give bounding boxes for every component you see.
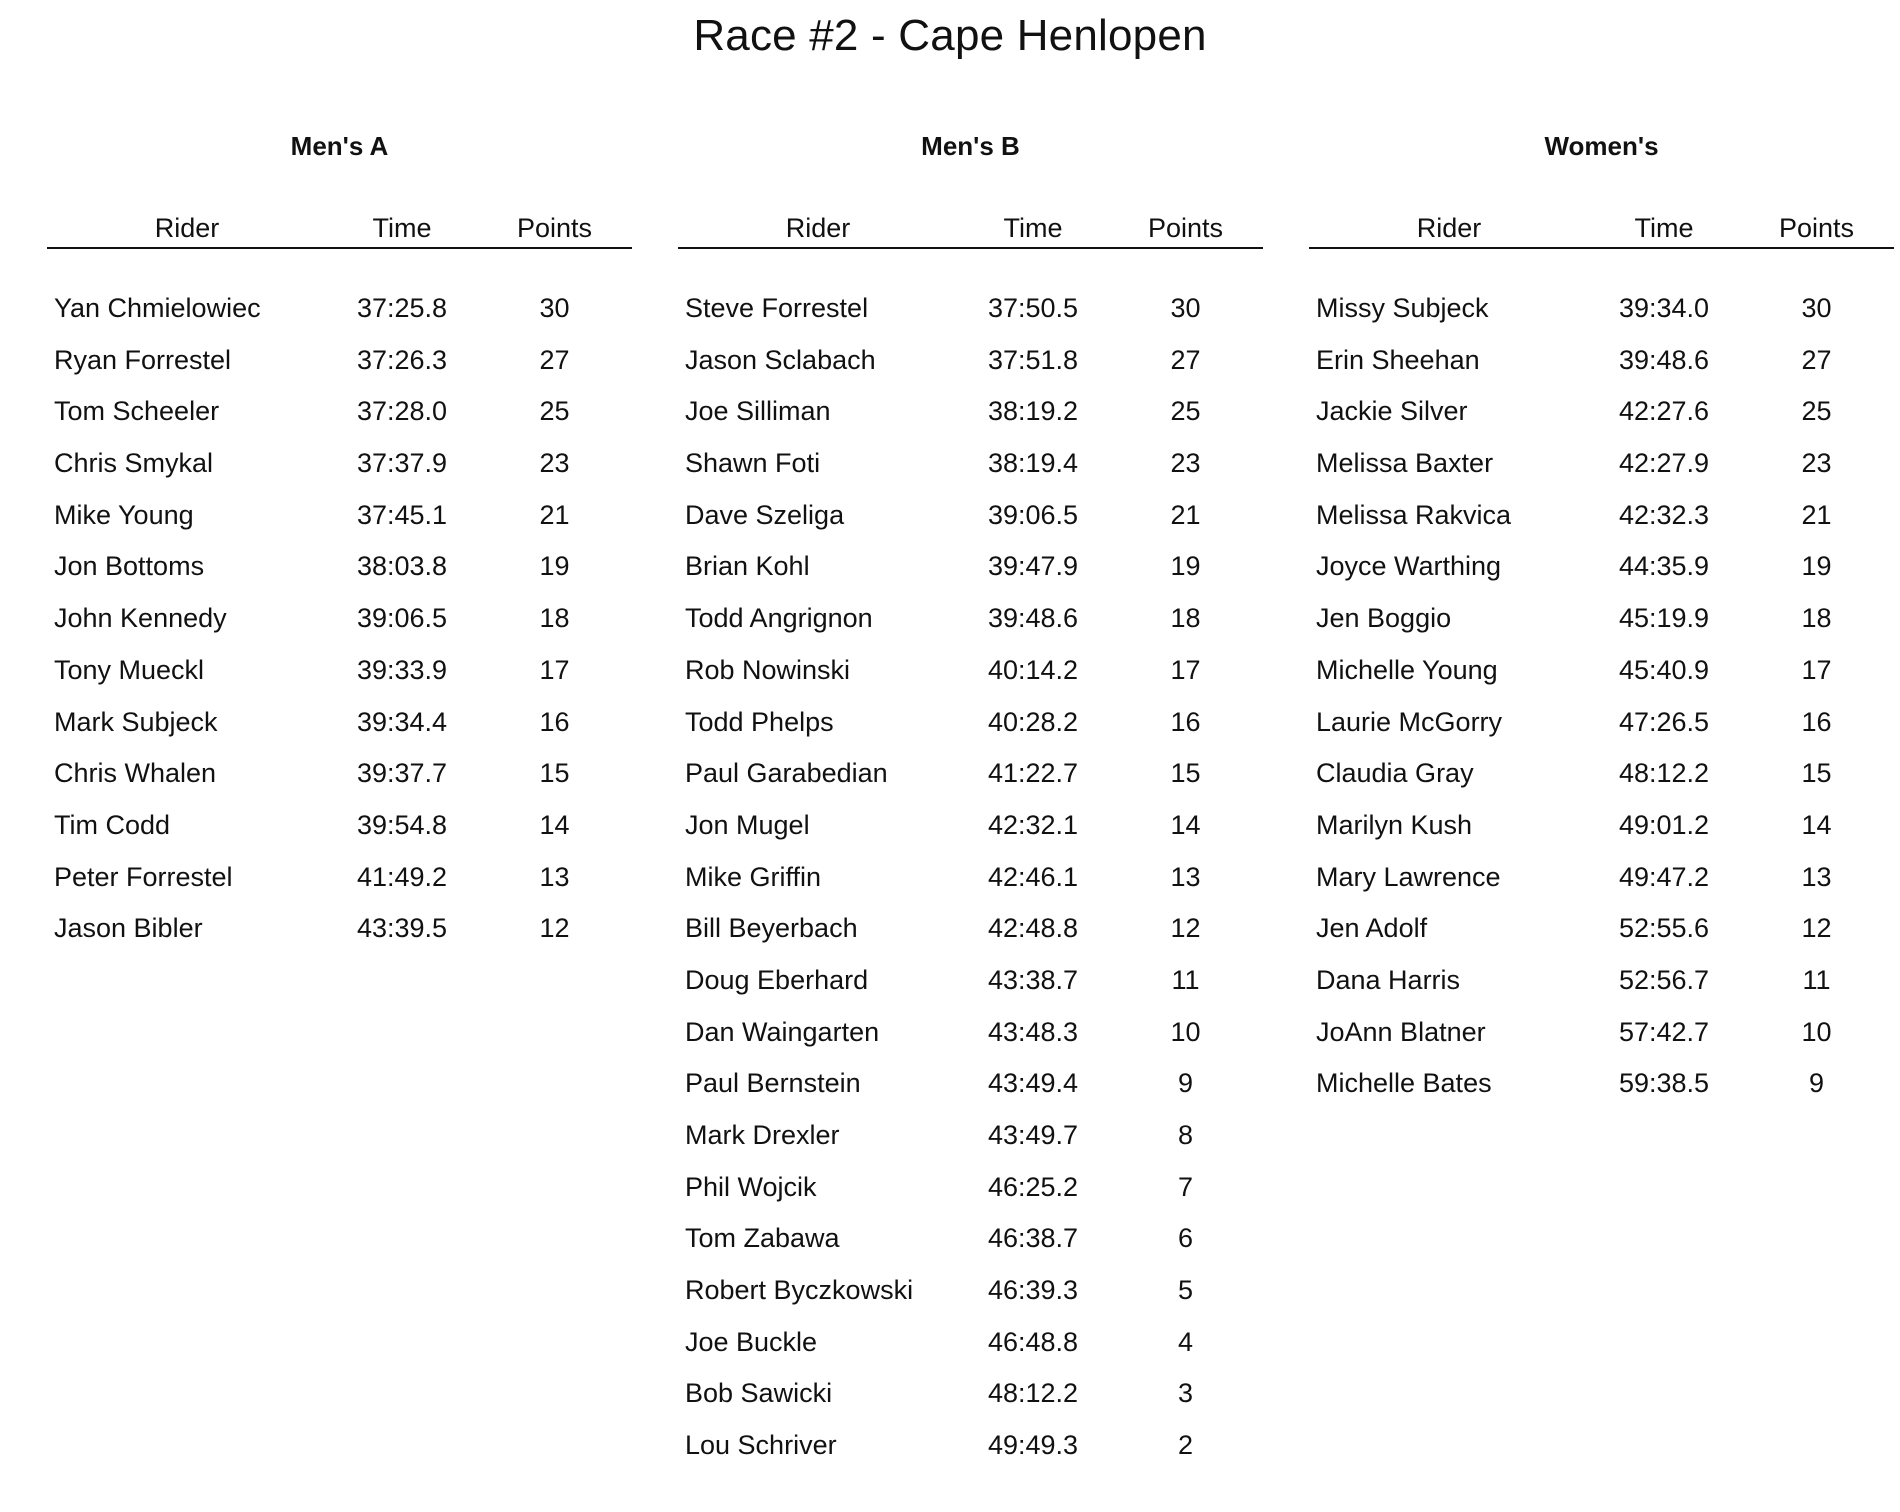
rider-name: Jackie Silver	[1316, 396, 1468, 427]
table-row	[678, 704, 1263, 756]
table-row	[1309, 393, 1894, 445]
finish-time: 57:42.7	[1618, 1016, 1710, 1047]
finish-time: 37:28.0	[356, 396, 448, 427]
results-header-row	[1309, 211, 1894, 249]
finish-time: 41:49.2	[356, 861, 448, 892]
finish-time: 37:50.5	[987, 293, 1079, 323]
table-row	[1309, 652, 1894, 704]
rider-name: Dave Szeliga	[685, 499, 845, 530]
table-row	[1309, 290, 1894, 342]
finish-time: 52:55.6	[1618, 913, 1710, 944]
rider-name: Todd Phelps	[685, 706, 834, 737]
points-value: 30	[539, 293, 570, 323]
finish-time: 49:01.2	[1618, 809, 1710, 840]
points-value: 21	[1170, 499, 1201, 530]
rider-name: Mike Young	[54, 499, 194, 530]
finish-time: 42:32.1	[987, 809, 1079, 840]
table-row	[678, 1324, 1263, 1376]
rider-name: Jen Adolf	[1316, 913, 1428, 944]
points-value: 19	[1801, 551, 1832, 582]
finish-time: 39:33.9	[356, 654, 448, 685]
table-row	[1309, 704, 1894, 756]
finish-time: 39:06.5	[987, 499, 1079, 530]
finish-time: 39:48.6	[987, 603, 1079, 634]
table-row	[678, 290, 1263, 342]
table-row	[47, 548, 632, 600]
points-value: 17	[539, 654, 570, 685]
finish-time: 39:48.6	[1618, 344, 1710, 375]
points-value: 23	[1801, 448, 1832, 479]
points-value: 4	[1177, 1326, 1194, 1357]
table-row	[1309, 755, 1894, 807]
points-value: 12	[1170, 913, 1201, 944]
points-value: 23	[539, 448, 570, 479]
points-value: 5	[1177, 1275, 1194, 1306]
table-row	[47, 600, 632, 652]
finish-time: 45:19.9	[1618, 603, 1710, 634]
rider-name: JoAnn Blatner	[1316, 1016, 1486, 1047]
table-row	[47, 859, 632, 911]
points-value: 25	[1170, 396, 1201, 427]
time-column-header: Time	[1003, 213, 1063, 243]
points-value: 16	[1801, 706, 1832, 737]
points-value: 23	[1170, 448, 1201, 479]
table-row	[47, 290, 632, 342]
rider-name: Jen Boggio	[1316, 603, 1452, 634]
rider-name: Michelle Bates	[1316, 1068, 1492, 1099]
rider-name: Tim Codd	[54, 809, 171, 840]
points-column-header: Points	[516, 213, 593, 243]
rider-name: Todd Angrignon	[685, 603, 873, 634]
rider-name: Laurie McGorry	[1316, 706, 1503, 737]
points-value: 11	[1802, 964, 1831, 995]
table-row	[678, 342, 1263, 394]
finish-time: 39:54.8	[356, 809, 448, 840]
rider-name: Michelle Young	[1316, 654, 1498, 685]
rider-name: Jon Mugel	[685, 809, 810, 840]
points-value: 18	[1170, 603, 1201, 634]
finish-time: 39:06.5	[356, 603, 448, 634]
rider-name: Shawn Foti	[685, 448, 821, 479]
rider-name: Chris Whalen	[54, 758, 217, 789]
rider-name: Melissa Baxter	[1316, 448, 1494, 479]
points-value: 2	[1177, 1430, 1194, 1461]
rider-name: Robert Byczkowski	[685, 1275, 914, 1306]
table-row	[678, 445, 1263, 497]
finish-time: 46:25.2	[987, 1171, 1079, 1202]
rider-name: Melissa Rakvica	[1316, 499, 1512, 530]
points-value: 3	[1177, 1378, 1194, 1409]
rider-name: Mary Lawrence	[1316, 861, 1501, 892]
table-row	[1309, 445, 1894, 497]
rider-name: Mike Griffin	[685, 861, 822, 892]
table-row	[678, 1220, 1263, 1272]
rider-name: Doug Eberhard	[685, 964, 869, 995]
time-column-header: Time	[1634, 213, 1694, 243]
points-value: 27	[539, 344, 570, 375]
finish-time: 46:48.8	[987, 1326, 1079, 1357]
rider-name: Steve Forrestel	[685, 293, 869, 323]
points-value: 15	[1801, 758, 1832, 789]
rider-name: Erin Sheehan	[1316, 344, 1480, 375]
table-row	[47, 652, 632, 704]
table-row	[1309, 342, 1894, 394]
rider-name: John Kennedy	[54, 603, 227, 634]
table-row	[678, 1427, 1263, 1479]
page-title: Race #2 - Cape Henlopen	[693, 11, 1207, 60]
table-row	[1309, 1065, 1894, 1117]
table-row	[678, 1065, 1263, 1117]
rider-name: Dan Waingarten	[685, 1016, 880, 1047]
finish-time: 45:40.9	[1618, 654, 1710, 685]
division-title: Men's B	[921, 131, 1020, 161]
finish-time: 38:03.8	[356, 551, 448, 582]
rider-name: Joyce Warthing	[1316, 551, 1502, 582]
table-row	[1309, 807, 1894, 859]
rider-name: Ryan Forrestel	[54, 344, 232, 375]
rider-name: Paul Bernstein	[685, 1068, 861, 1099]
table-row	[678, 807, 1263, 859]
finish-time: 37:37.9	[356, 448, 448, 479]
finish-time: 42:27.6	[1618, 396, 1710, 427]
points-value: 15	[1170, 758, 1201, 789]
points-value: 27	[1801, 344, 1832, 375]
rider-name: Mark Drexler	[685, 1120, 840, 1150]
rider-name: Joe Buckle	[685, 1326, 818, 1357]
table-row	[678, 497, 1263, 549]
points-value: 13	[1801, 861, 1832, 892]
points-value: 13	[539, 861, 570, 892]
rider-name: Dana Harris	[1316, 964, 1461, 995]
finish-time: 49:47.2	[1618, 861, 1710, 892]
finish-time: 39:34.0	[1618, 293, 1710, 323]
table-row	[47, 807, 632, 859]
points-value: 18	[539, 603, 570, 634]
points-value: 16	[1170, 706, 1201, 737]
table-row	[678, 1014, 1263, 1066]
rider-name: Jason Sclabach	[685, 344, 876, 375]
rider-column-header: Rider	[785, 213, 851, 243]
points-value: 8	[1177, 1120, 1194, 1150]
rider-name: Chris Smykal	[54, 448, 214, 479]
division-title: Women's	[1544, 131, 1659, 161]
finish-time: 49:49.3	[987, 1430, 1079, 1461]
table-row	[678, 1169, 1263, 1221]
rider-name: Paul Garabedian	[685, 758, 888, 789]
table-row	[47, 445, 632, 497]
finish-time: 47:26.5	[1618, 706, 1710, 737]
finish-time: 39:34.4	[356, 706, 448, 737]
rider-name: Lou Schriver	[685, 1430, 837, 1461]
table-row	[678, 859, 1263, 911]
rider-name: Phil Wojcik	[685, 1171, 817, 1202]
table-row	[678, 600, 1263, 652]
finish-time: 37:51.8	[987, 344, 1079, 375]
finish-time: 43:48.3	[987, 1016, 1079, 1047]
rider-name: Peter Forrestel	[54, 861, 233, 892]
rider-column-header: Rider	[154, 213, 220, 243]
table-row	[678, 1375, 1263, 1427]
table-row	[47, 704, 632, 756]
rider-name: Yan Chmielowiec	[54, 293, 261, 323]
finish-time: 40:28.2	[987, 706, 1079, 737]
rider-name: Bill Beyerbach	[685, 913, 858, 944]
finish-time: 39:37.7	[356, 758, 448, 789]
points-value: 15	[539, 758, 570, 789]
finish-time: 59:38.5	[1618, 1068, 1710, 1099]
table-row	[1309, 1014, 1894, 1066]
results-header-row	[678, 211, 1263, 249]
points-column-header: Points	[1147, 213, 1224, 243]
finish-time: 52:56.7	[1618, 964, 1710, 995]
points-value: 21	[1801, 499, 1832, 530]
table-row	[678, 548, 1263, 600]
time-column-header: Time	[372, 213, 432, 243]
rider-name: Tom Scheeler	[54, 396, 220, 427]
table-row	[47, 755, 632, 807]
rider-name: Jon Bottoms	[54, 551, 205, 582]
table-row	[678, 755, 1263, 807]
points-value: 27	[1170, 344, 1201, 375]
points-value: 14	[1170, 809, 1201, 840]
points-value: 30	[1170, 293, 1201, 323]
table-row	[47, 497, 632, 549]
table-row	[47, 342, 632, 394]
table-row	[1309, 600, 1894, 652]
finish-time: 42:46.1	[987, 861, 1079, 892]
points-value: 17	[1801, 654, 1832, 685]
points-value: 11	[1171, 964, 1200, 995]
points-value: 17	[1170, 654, 1201, 685]
finish-time: 42:48.8	[987, 913, 1079, 944]
rider-name: Marilyn Kush	[1316, 809, 1473, 840]
points-value: 13	[1170, 861, 1201, 892]
results-table-body	[678, 290, 1263, 1479]
table-row	[678, 962, 1263, 1014]
points-value: 6	[1177, 1223, 1194, 1254]
points-value: 12	[539, 913, 570, 944]
table-row	[678, 1117, 1263, 1169]
finish-time: 40:14.2	[987, 654, 1079, 685]
finish-time: 43:49.7	[987, 1120, 1079, 1150]
rider-name: Rob Nowinski	[685, 654, 851, 685]
points-value: 19	[1170, 551, 1201, 582]
results-header-row	[47, 211, 632, 249]
finish-time: 43:38.7	[987, 964, 1079, 995]
points-value: 25	[1801, 396, 1832, 427]
finish-time: 46:39.3	[987, 1275, 1079, 1306]
rider-name: Claudia Gray	[1316, 758, 1474, 789]
finish-time: 38:19.2	[987, 396, 1079, 427]
rider-name: Jason Bibler	[54, 913, 203, 944]
table-row	[1309, 497, 1894, 549]
points-value: 10	[1170, 1016, 1201, 1047]
points-column-header: Points	[1778, 213, 1855, 243]
rider-name: Tom Zabawa	[685, 1223, 840, 1254]
table-row	[47, 393, 632, 445]
finish-time: 43:39.5	[356, 913, 448, 944]
table-row	[678, 652, 1263, 704]
table-row	[1309, 910, 1894, 962]
table-row	[1309, 859, 1894, 911]
table-row	[47, 910, 632, 962]
points-value: 25	[539, 396, 570, 427]
points-value: 7	[1177, 1171, 1194, 1202]
points-value: 30	[1801, 293, 1832, 323]
table-row	[678, 393, 1263, 445]
finish-time: 42:27.9	[1618, 448, 1710, 479]
points-value: 14	[539, 809, 570, 840]
finish-time: 37:25.8	[356, 293, 448, 323]
points-value: 12	[1801, 913, 1832, 944]
finish-time: 44:35.9	[1618, 551, 1710, 582]
results-table-body	[1309, 290, 1894, 1117]
rider-name: Missy Subjeck	[1316, 293, 1489, 323]
rider-column-header: Rider	[1416, 213, 1482, 243]
finish-time: 37:45.1	[356, 499, 448, 530]
finish-time: 48:12.2	[987, 1378, 1079, 1409]
rider-name: Bob Sawicki	[685, 1378, 833, 1409]
finish-time: 42:32.3	[1618, 499, 1710, 530]
points-value: 16	[539, 706, 570, 737]
division-title: Men's A	[290, 131, 389, 161]
finish-time: 38:19.4	[987, 448, 1079, 479]
finish-time: 48:12.2	[1618, 758, 1710, 789]
table-row	[678, 1272, 1263, 1324]
finish-time: 41:22.7	[987, 758, 1079, 789]
points-value: 18	[1801, 603, 1832, 634]
finish-time: 46:38.7	[987, 1223, 1079, 1254]
finish-time: 37:26.3	[356, 344, 448, 375]
finish-time: 43:49.4	[987, 1068, 1079, 1099]
table-row	[1309, 962, 1894, 1014]
points-value: 21	[539, 499, 570, 530]
rider-name: Tony Mueckl	[54, 654, 205, 685]
points-value: 10	[1801, 1016, 1832, 1047]
points-value: 19	[539, 551, 570, 582]
rider-name: Brian Kohl	[685, 551, 810, 582]
finish-time: 39:47.9	[987, 551, 1079, 582]
rider-name: Mark Subjeck	[54, 706, 218, 737]
results-table-body	[47, 290, 632, 962]
points-value: 9	[1177, 1068, 1194, 1099]
points-value: 14	[1801, 809, 1832, 840]
rider-name: Joe Silliman	[685, 396, 831, 427]
points-value: 9	[1808, 1068, 1825, 1099]
table-row	[678, 910, 1263, 962]
table-row	[1309, 548, 1894, 600]
